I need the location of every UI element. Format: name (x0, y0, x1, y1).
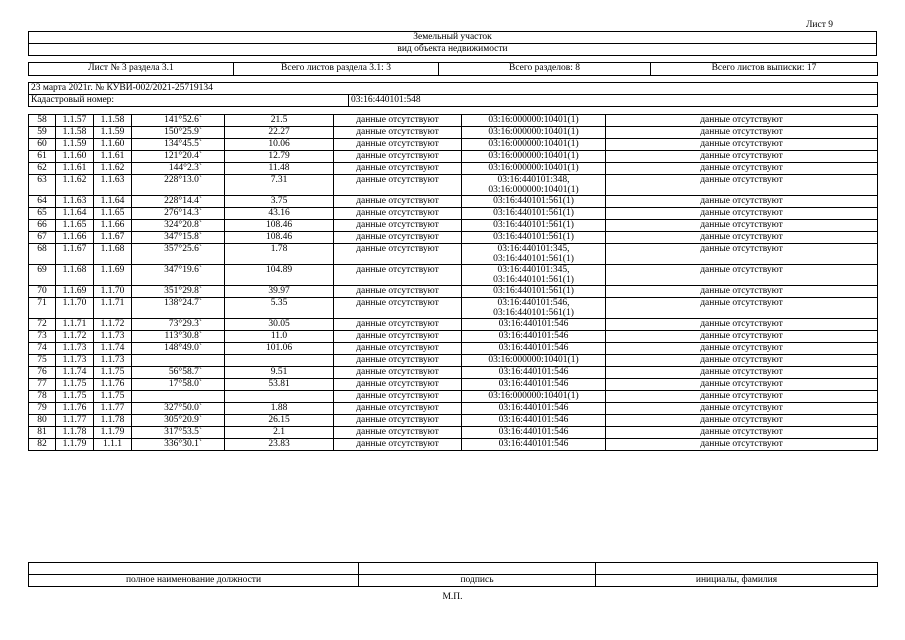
rights-holders: данные отсутствуют (606, 331, 878, 343)
adjacent-parcels (462, 244, 606, 265)
horizontal-distance (225, 355, 334, 367)
object-header-table (28, 31, 877, 56)
table-row (29, 319, 878, 331)
table-row (29, 115, 878, 127)
rights-holders: данные отсутствуют (606, 220, 878, 232)
adjacent-parcels: 03:16:440101:546 (462, 319, 606, 331)
adjacent-parcels: 03:16:440101:546 (462, 439, 606, 451)
boundary-description: данные отсутствуют (334, 175, 462, 196)
row-number: 67 (29, 232, 56, 244)
table-row (29, 331, 878, 343)
end-point: 1.1.66 (94, 220, 132, 232)
direction-angle: 228°13.0` (132, 175, 225, 196)
rights-holders: данные отсутствуют (606, 391, 878, 403)
horizontal-distance: 2.1 (225, 427, 334, 439)
boundary-description: данные отсутствуют (334, 379, 462, 391)
boundary-description: данные отсутствуют (334, 163, 462, 175)
direction-angle: 347°19.6` (132, 265, 225, 286)
rights-holders: данные отсутствуют (606, 355, 878, 367)
direction-angle: 56°58.7` (132, 367, 225, 379)
row-number: 73 (29, 331, 56, 343)
adjacent-parcels: 03:16:440101:561(1) (462, 232, 606, 244)
start-point: 1.1.72 (56, 331, 94, 343)
horizontal-distance: 10.06 (225, 139, 334, 151)
rights-holders: данные отсутствуют (606, 439, 878, 451)
end-point: 1.1.65 (94, 208, 132, 220)
start-point: 1.1.71 (56, 319, 94, 331)
rights-holders: данные отсутствуют (606, 265, 878, 286)
row-number: 71 (29, 298, 56, 319)
end-point: 1.1.61 (94, 151, 132, 163)
start-point: 1.1.61 (56, 163, 94, 175)
start-point: 1.1.79 (56, 439, 94, 451)
boundary-description: данные отсутствуют (334, 343, 462, 355)
sheet-of-section: Лист № 3 раздела 3.1 (29, 63, 234, 76)
boundary-description: данные отсутствуют (334, 244, 462, 265)
name-field (596, 563, 878, 575)
rights-holders: данные отсутствуют (606, 175, 878, 196)
table-row (29, 379, 878, 391)
extract-info-table (28, 82, 878, 107)
direction-angle: 305°20.9` (132, 415, 225, 427)
table-row (29, 163, 878, 175)
adjacent-parcels: 03:16:440101:546 (462, 367, 606, 379)
rights-holders: данные отсутствуют (606, 208, 878, 220)
adjacent-parcels (462, 265, 606, 286)
table-row (29, 175, 878, 196)
end-point: 1.1.76 (94, 379, 132, 391)
horizontal-distance: 43.16 (225, 208, 334, 220)
adjacent-parcels: 03:16:440101:546 (462, 427, 606, 439)
total-sheets-extract: Всего листов выписки: 17 (651, 63, 878, 76)
row-number: 78 (29, 391, 56, 403)
row-number: 80 (29, 415, 56, 427)
adjacent-parcels: 03:16:440101:561(1) (462, 220, 606, 232)
name-label: инициалы, фамилия (596, 575, 878, 587)
rights-holders: данные отсутствуют (606, 427, 878, 439)
adjacent-parcels: 03:16:440101:546 (462, 379, 606, 391)
total-sheets-section: Всего листов раздела 3.1: 3 (234, 63, 439, 76)
table-row (29, 427, 878, 439)
direction-angle: 228°14.4` (132, 196, 225, 208)
table-row (29, 208, 878, 220)
horizontal-distance: 1.78 (225, 244, 334, 265)
table-row (29, 139, 878, 151)
start-point: 1.1.66 (56, 232, 94, 244)
end-point: 1.1.64 (94, 196, 132, 208)
position-field (29, 563, 359, 575)
direction-angle: 150°25.9` (132, 127, 225, 139)
adjacent-parcels: 03:16:000000:10401(1) (462, 391, 606, 403)
rights-holders: данные отсутствуют (606, 298, 878, 319)
table-row (29, 343, 878, 355)
start-point: 1.1.59 (56, 139, 94, 151)
adjacent-parcels: 03:16:000000:10401(1) (462, 127, 606, 139)
adjacent-parcels: 03:16:000000:10401(1) (462, 115, 606, 127)
end-point: 1.1.77 (94, 403, 132, 415)
start-point: 1.1.70 (56, 298, 94, 319)
start-point: 1.1.77 (56, 415, 94, 427)
adjacent-parcels (462, 175, 606, 196)
boundary-description: данные отсутствуют (334, 127, 462, 139)
horizontal-distance: 108.46 (225, 220, 334, 232)
rights-holders: данные отсутствуют (606, 403, 878, 415)
direction-angle (132, 355, 225, 367)
horizontal-distance: 12.79 (225, 151, 334, 163)
start-point: 1.1.78 (56, 427, 94, 439)
horizontal-distance: 3.75 (225, 196, 334, 208)
adjacent-parcels: 03:16:440101:546 (462, 403, 606, 415)
start-point: 1.1.74 (56, 367, 94, 379)
table-row (29, 232, 878, 244)
start-point: 1.1.73 (56, 355, 94, 367)
direction-angle: 336°30.1` (132, 439, 225, 451)
sheet-number: Лист 9 (805, 20, 833, 30)
end-point: 1.1.71 (94, 298, 132, 319)
row-number: 74 (29, 343, 56, 355)
end-point: 1.1.79 (94, 427, 132, 439)
horizontal-distance: 23.83 (225, 439, 334, 451)
row-number: 58 (29, 115, 56, 127)
row-number: 76 (29, 367, 56, 379)
horizontal-distance: 108.46 (225, 232, 334, 244)
object-kind-label: вид объекта недвижимости (29, 44, 877, 56)
rights-holders: данные отсутствуют (606, 343, 878, 355)
boundary-description: данные отсутствуют (334, 151, 462, 163)
horizontal-distance: 9.51 (225, 367, 334, 379)
boundary-description: данные отсутствуют (334, 265, 462, 286)
table-row (29, 415, 878, 427)
table-row (29, 286, 878, 298)
direction-angle: 148°49.0` (132, 343, 225, 355)
direction-angle: 327°50.0` (132, 403, 225, 415)
boundary-description: данные отсутствуют (334, 196, 462, 208)
boundary-description: данные отсутствуют (334, 355, 462, 367)
end-point: 1.1.60 (94, 139, 132, 151)
adjacent-parcels: 03:16:440101:561(1) (462, 286, 606, 298)
boundary-description: данные отсутствуют (334, 286, 462, 298)
table-row (29, 196, 878, 208)
row-number: 63 (29, 175, 56, 196)
boundary-description: данные отсутствуют (334, 115, 462, 127)
horizontal-distance: 11.48 (225, 163, 334, 175)
horizontal-distance: 26.15 (225, 415, 334, 427)
start-point: 1.1.57 (56, 115, 94, 127)
row-number: 79 (29, 403, 56, 415)
adjacent-parcels: 03:16:440101:546 (462, 415, 606, 427)
adjacent-parcels: 03:16:000000:10401(1) (462, 139, 606, 151)
table-row (29, 265, 878, 286)
start-point: 1.1.75 (56, 379, 94, 391)
end-point: 1.1.72 (94, 319, 132, 331)
end-point: 1.1.78 (94, 415, 132, 427)
direction-angle: 73°29.3` (132, 319, 225, 331)
signature-label: подпись (359, 575, 596, 587)
row-number: 66 (29, 220, 56, 232)
stamp-place-label: М.П. (442, 592, 463, 602)
table-row (29, 298, 878, 319)
direction-angle: 144°2.3` (132, 163, 225, 175)
end-point: 1.1.73 (94, 331, 132, 343)
horizontal-distance: 53.81 (225, 379, 334, 391)
boundary-description: данные отсутствуют (334, 391, 462, 403)
start-point: 1.1.69 (56, 286, 94, 298)
rights-holders: данные отсутствуют (606, 163, 878, 175)
rights-holders: данные отсутствуют (606, 286, 878, 298)
adjacent-parcels: 03:16:000000:10401(1) (462, 151, 606, 163)
adjacent-parcels: 03:16:000000:10401(1) (462, 355, 606, 367)
adjacent-parcel-line: 03:16:440101:345, (497, 244, 570, 254)
end-point: 1.1.73 (94, 355, 132, 367)
start-point: 1.1.60 (56, 151, 94, 163)
direction-angle: 141°52.6` (132, 115, 225, 127)
row-number: 82 (29, 439, 56, 451)
table-row (29, 127, 878, 139)
boundary-description: данные отсутствуют (334, 415, 462, 427)
row-number: 69 (29, 265, 56, 286)
horizontal-distance: 1.88 (225, 403, 334, 415)
table-row (29, 439, 878, 451)
horizontal-distance: 39.97 (225, 286, 334, 298)
direction-angle (132, 391, 225, 403)
direction-angle: 134°45.5` (132, 139, 225, 151)
rights-holders: данные отсутствуют (606, 127, 878, 139)
start-point: 1.1.63 (56, 196, 94, 208)
rights-holders: данные отсутствуют (606, 139, 878, 151)
horizontal-distance: 21.5 (225, 115, 334, 127)
rights-holders: данные отсутствуют (606, 415, 878, 427)
boundary-description: данные отсутствуют (334, 427, 462, 439)
end-point: 1.1.69 (94, 265, 132, 286)
direction-angle: 347°15.8` (132, 232, 225, 244)
horizontal-distance: 5.35 (225, 298, 334, 319)
start-point: 1.1.64 (56, 208, 94, 220)
end-point: 1.1.63 (94, 175, 132, 196)
boundary-description: данные отсутствуют (334, 367, 462, 379)
signature-table (28, 562, 878, 587)
end-point: 1.1.59 (94, 127, 132, 139)
row-number: 61 (29, 151, 56, 163)
row-number: 59 (29, 127, 56, 139)
direction-angle: 276°14.3` (132, 208, 225, 220)
cadastral-number-label: Кадастровый номер: (29, 95, 349, 107)
boundary-description: данные отсутствуют (334, 232, 462, 244)
position-label: полное наименование должности (29, 575, 359, 587)
end-point: 1.1.1 (94, 439, 132, 451)
row-number: 64 (29, 196, 56, 208)
horizontal-distance: 11.0 (225, 331, 334, 343)
row-number: 75 (29, 355, 56, 367)
start-point: 1.1.58 (56, 127, 94, 139)
row-number: 77 (29, 379, 56, 391)
end-point: 1.1.68 (94, 244, 132, 265)
rights-holders: данные отсутствуют (606, 196, 878, 208)
end-point: 1.1.62 (94, 163, 132, 175)
sheet-meta-table (28, 62, 878, 76)
rights-holders: данные отсутствуют (606, 232, 878, 244)
table-row (29, 355, 878, 367)
table-row (29, 403, 878, 415)
adjacent-parcel-line: 03:16:440101:546, (497, 298, 570, 308)
row-number: 72 (29, 319, 56, 331)
rights-holders: данные отсутствуют (606, 151, 878, 163)
cadastral-number-value: 03:16:440101:548 (349, 95, 878, 107)
adjacent-parcel-line: 03:16:440101:348, (497, 175, 570, 185)
direction-angle: 317°53.5` (132, 427, 225, 439)
start-point: 1.1.67 (56, 244, 94, 265)
row-number: 65 (29, 208, 56, 220)
boundary-description: данные отсутствуют (334, 319, 462, 331)
rights-holders: данные отсутствуют (606, 319, 878, 331)
boundary-description: данные отсутствуют (334, 298, 462, 319)
start-point: 1.1.75 (56, 391, 94, 403)
start-point: 1.1.65 (56, 220, 94, 232)
start-point: 1.1.73 (56, 343, 94, 355)
start-point: 1.1.76 (56, 403, 94, 415)
direction-angle: 351°29.8` (132, 286, 225, 298)
start-point: 1.1.68 (56, 265, 94, 286)
object-type: Земельный участок (29, 32, 877, 44)
start-point: 1.1.62 (56, 175, 94, 196)
adjacent-parcel-line: 03:16:440101:561(1) (493, 308, 574, 318)
boundary-description: данные отсутствуют (334, 220, 462, 232)
boundary-description: данные отсутствуют (334, 139, 462, 151)
rights-holders: данные отсутствуют (606, 367, 878, 379)
adjacent-parcels: 03:16:000000:10401(1) (462, 163, 606, 175)
table-row (29, 151, 878, 163)
end-point: 1.1.74 (94, 343, 132, 355)
direction-angle: 138°24.7` (132, 298, 225, 319)
direction-angle: 17°58.0` (132, 379, 225, 391)
rights-holders: данные отсутствуют (606, 379, 878, 391)
rights-holders: данные отсутствуют (606, 115, 878, 127)
end-point: 1.1.75 (94, 367, 132, 379)
boundary-parts-table (28, 114, 878, 451)
direction-angle: 357°25.6` (132, 244, 225, 265)
horizontal-distance: 22.27 (225, 127, 334, 139)
row-number: 68 (29, 244, 56, 265)
adjacent-parcel-line: 03:16:000000:10401(1) (488, 185, 579, 195)
boundary-description: данные отсутствуют (334, 331, 462, 343)
horizontal-distance: 101.06 (225, 343, 334, 355)
table-row (29, 244, 878, 265)
total-sections: Всего разделов: 8 (439, 63, 651, 76)
signature-field (359, 563, 596, 575)
adjacent-parcels: 03:16:440101:561(1) (462, 208, 606, 220)
horizontal-distance: 30.05 (225, 319, 334, 331)
adjacent-parcels: 03:16:440101:561(1) (462, 196, 606, 208)
adjacent-parcel-line: 03:16:440101:345, (497, 265, 570, 275)
horizontal-distance: 7.31 (225, 175, 334, 196)
adjacent-parcels: 03:16:440101:546 (462, 331, 606, 343)
horizontal-distance: 104.89 (225, 265, 334, 286)
adjacent-parcels: 03:16:440101:546 (462, 343, 606, 355)
boundary-description: данные отсутствуют (334, 403, 462, 415)
end-point: 1.1.75 (94, 391, 132, 403)
table-row (29, 367, 878, 379)
row-number: 70 (29, 286, 56, 298)
table-row (29, 220, 878, 232)
horizontal-distance (225, 391, 334, 403)
boundary-description: данные отсутствуют (334, 439, 462, 451)
adjacent-parcel-line: 03:16:440101:561(1) (493, 275, 574, 285)
direction-angle: 113°30.8` (132, 331, 225, 343)
boundary-description: данные отсутствуют (334, 208, 462, 220)
end-point: 1.1.58 (94, 115, 132, 127)
row-number: 60 (29, 139, 56, 151)
end-point: 1.1.70 (94, 286, 132, 298)
rights-holders: данные отсутствуют (606, 244, 878, 265)
adjacent-parcel-line: 03:16:440101:561(1) (493, 254, 574, 264)
row-number: 81 (29, 427, 56, 439)
direction-angle: 121°20.4` (132, 151, 225, 163)
row-number: 62 (29, 163, 56, 175)
table-row (29, 391, 878, 403)
extract-date-number: 23 марта 2021г. № КУВИ-002/2021-25719134 (29, 83, 878, 95)
adjacent-parcels (462, 298, 606, 319)
direction-angle: 324°20.8` (132, 220, 225, 232)
end-point: 1.1.67 (94, 232, 132, 244)
